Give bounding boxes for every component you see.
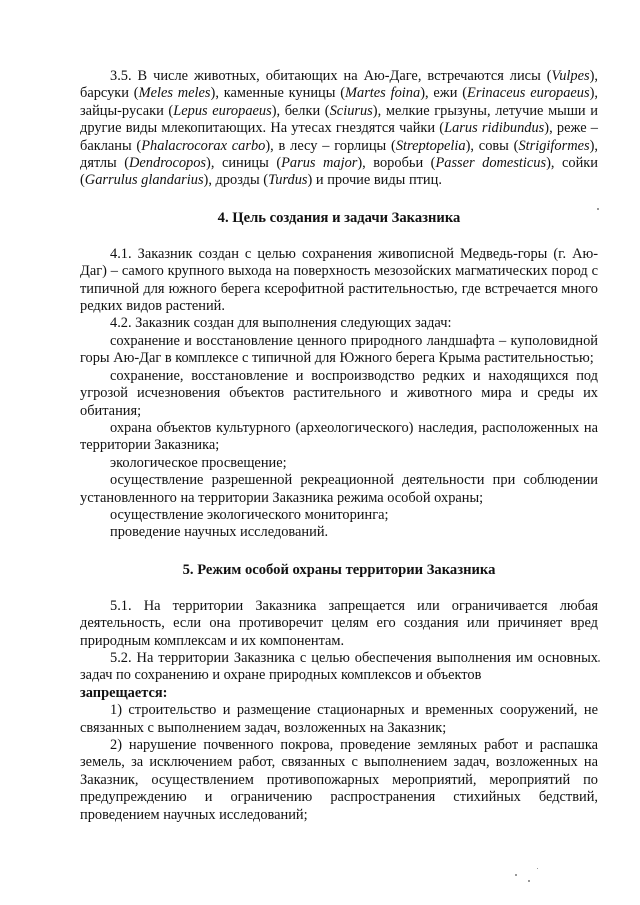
text-run: ), зайцы-русаки ( xyxy=(80,85,598,119)
paragraph-4-1: 4.1. Заказник создан с целью сохранения живописной Медведь-горы (г. Аю-Даг) – самого крупного выхода на поверхность мезозойских магматических пород с типичной для южного берега ксерофитной растительностью, где встречается много редких видов растений. xyxy=(80,245,598,315)
latin-species-name: Parus major xyxy=(281,155,358,172)
task-item: сохранение, восстановление и воспроизводство редких и находящихся под угрозой исчезновения объектов растительного и животного мира и среды их обитания; xyxy=(80,367,598,419)
text-run: ), совы ( xyxy=(465,137,519,154)
latin-species-name: Streptopelia xyxy=(395,137,466,154)
text-run: ), дятлы ( xyxy=(80,137,598,172)
text-run: ), белки ( xyxy=(271,102,330,119)
latin-species-name: Erinaceus europaeus xyxy=(467,85,590,102)
latin-species-name: Dendrocopos xyxy=(129,155,207,172)
task-item: осуществление экологического мониторинга; xyxy=(110,506,389,523)
task-item: проведение научных исследований. xyxy=(110,524,329,541)
paragraph-3-5 xyxy=(80,68,598,190)
document-body xyxy=(80,68,598,824)
task-item: экологическое просвещение; xyxy=(110,454,287,471)
paragraph-4-2: 4.2. Заказник создан для выполнения следующих задач: xyxy=(110,315,452,332)
paragraph-5-2 xyxy=(80,650,598,702)
text-run: ), барсуки ( xyxy=(80,68,598,102)
text-run: ), мелкие грызуны, летучие мыши и другие виды млекопитающих. На утесах гнездятся чайки ( xyxy=(80,102,598,137)
latin-species-name: Turdus xyxy=(268,172,308,189)
text-run: ), синицы ( xyxy=(206,155,282,172)
text-run: ), в лесу – горлицы ( xyxy=(265,137,396,154)
text-run: ) и прочие виды птиц. xyxy=(307,172,442,189)
scan-speck xyxy=(598,660,600,662)
latin-species-name: Martes foina xyxy=(345,85,421,102)
latin-species-name: Garrulus glandarius xyxy=(84,172,204,189)
task-item: охрана объектов культурного (археологического) наследия, расположенных на территории Заказника; xyxy=(80,419,598,454)
text-run: ), сойки ( xyxy=(80,155,598,189)
prohibition-item: 1) строительство и размещение стационарных и временных сооружений, не связанных с выполнением задач, возложенных на Заказник; xyxy=(80,702,598,736)
text-run: ), реже – бакланы ( xyxy=(80,120,598,154)
task-item: осуществление разрешенной рекреационной деятельности при соблюдении установленного на территории Заказника режима особой охраны; xyxy=(80,472,598,506)
section-5-heading: 5. Режим особой охраны территории Заказника xyxy=(182,561,496,578)
latin-species-name: Meles meles xyxy=(138,85,211,102)
latin-species-name: Passer domesticus xyxy=(435,155,547,172)
latin-species-name: Larus ridibundus xyxy=(444,120,545,137)
text-run: 3.5. В числе животных, обитающих на Аю-Даге, встречаются лисы ( xyxy=(110,68,552,84)
section-4-heading: 4. Цель создания и задачи Заказника xyxy=(217,209,461,226)
text-run: ), ежи ( xyxy=(420,85,468,102)
latin-species-name: Sciurus xyxy=(329,102,373,119)
latin-species-name: Vulpes xyxy=(551,68,590,84)
paragraph-5-2-text: 5.2. На территории Заказника с целью обеспечения выполнения им основных задач по сохранению и охране природных комплексов и объектов xyxy=(80,649,598,684)
latin-species-name: Strigiformes xyxy=(518,137,590,154)
text-run: ), дрозды ( xyxy=(203,172,269,189)
scan-speck xyxy=(528,880,530,882)
latin-species-name: Lepus europaeus xyxy=(173,102,272,119)
paragraph-5-1: 5.1. На территории Заказника запрещается или ограничивается любая деятельность, если она противоречит целям его создания или причиняет вред природным комплексам и их компонентам. xyxy=(80,597,598,649)
prohibition-item: 2) нарушение почвенного покрова, проведение земляных работ и распашка земель, за исключением работ, связанных с выполнением задач, возложенных на Заказник, осуществлением противопожарных мероприятий, мероприятий по предупреждению и ограничению распространения стихийных бедствий, проведением научных исследований; xyxy=(80,737,598,823)
scan-speck xyxy=(515,874,517,876)
task-item: сохранение и восстановление ценного природного ландшафта – куполовидной горы Аю-Даг в комплексе с типичной для Южного берега Крыма растительностью; xyxy=(80,332,598,367)
prohibited-label: запрещается: xyxy=(80,684,168,701)
text-run: ), каменные куницы ( xyxy=(210,85,346,102)
text-run: ), воробьи ( xyxy=(357,155,436,172)
latin-species-name: Phalacrocorax carbo xyxy=(141,137,266,154)
scan-speck xyxy=(597,208,599,210)
scan-speck xyxy=(537,868,538,869)
